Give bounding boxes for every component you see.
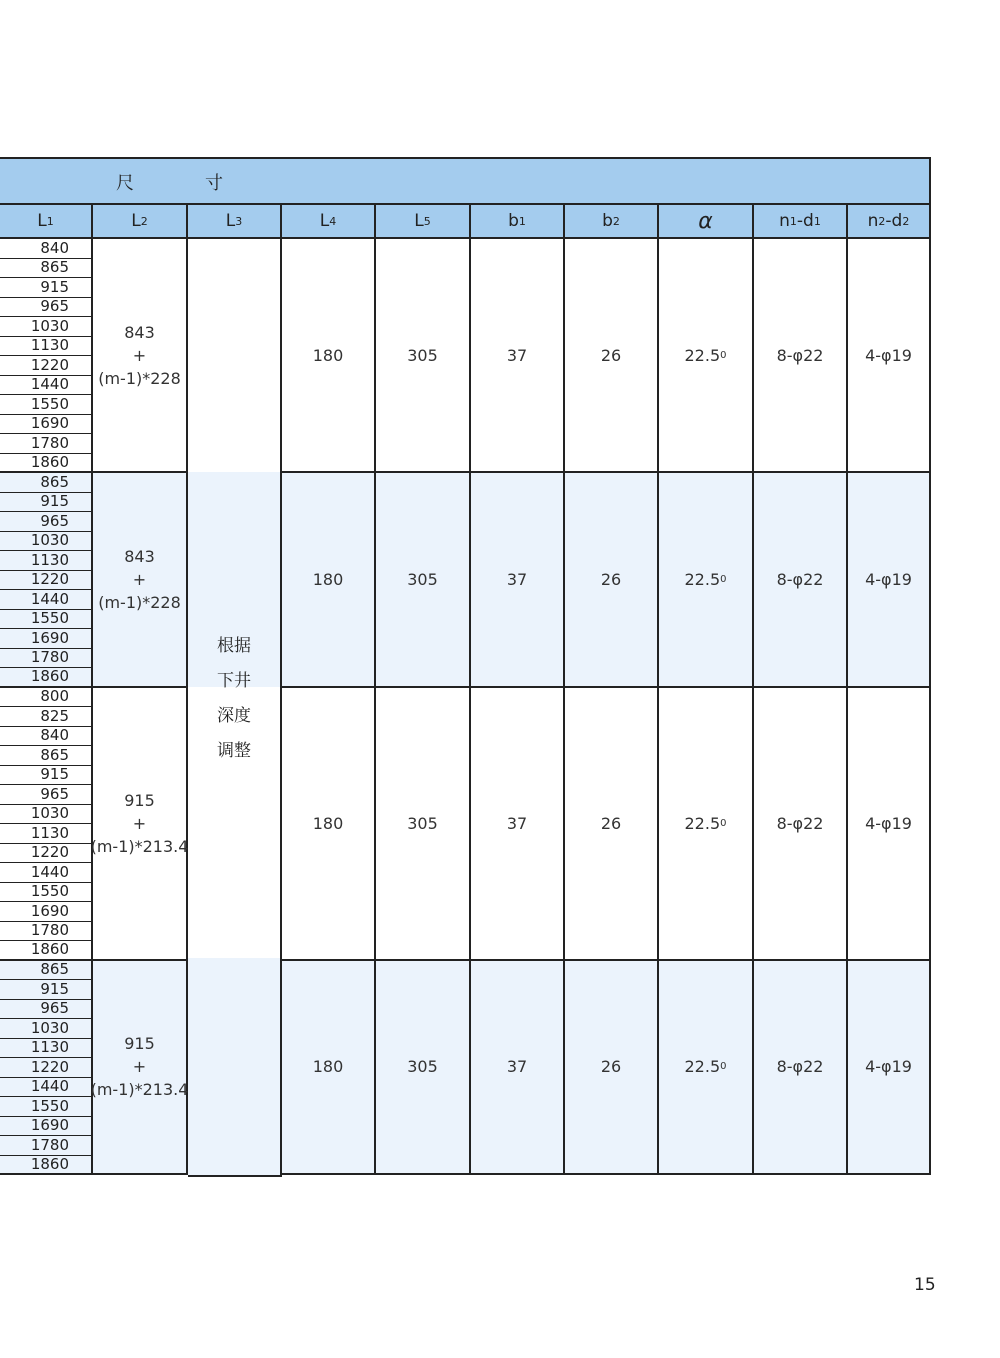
b2-value: 26 <box>600 569 622 589</box>
l1-cell: 1690 <box>0 902 93 922</box>
l1-cell: 1030 <box>0 1019 93 1039</box>
l1-cell: 1550 <box>0 610 93 630</box>
l1-cell: 1130 <box>0 824 93 844</box>
l1-cell: 915 <box>0 980 93 1000</box>
header-cell <box>376 205 471 239</box>
l2-line: + <box>132 813 147 833</box>
n2d2-cell <box>848 961 931 1176</box>
l2-line: (m-1)*213.4 <box>90 836 189 856</box>
l1-cell: 825 <box>0 707 93 727</box>
header-main: L <box>319 211 330 231</box>
alpha-degree: 0 <box>720 817 727 829</box>
header-main: α <box>698 208 713 234</box>
page-number: 15 <box>914 1275 936 1295</box>
l4-value: 180 <box>312 569 344 589</box>
header-cell <box>754 205 848 239</box>
l1-cell: 915 <box>0 766 93 786</box>
l2-line: 915 <box>124 1034 155 1054</box>
l1-cell: 840 <box>0 239 93 259</box>
l1-cell: 1780 <box>0 649 93 669</box>
l1-cell: 915 <box>0 493 93 513</box>
b2-cell <box>565 688 659 961</box>
l1-cell: 865 <box>0 259 93 279</box>
title-char-2: 寸 <box>205 173 223 194</box>
header-main: L <box>131 211 141 231</box>
l1-cell: 1550 <box>0 1097 93 1117</box>
n1d1-cell <box>754 961 848 1176</box>
n2d2-value: 4-φ19 <box>865 813 912 833</box>
b1-cell <box>471 473 565 688</box>
header-main: L <box>414 211 424 231</box>
b2-cell <box>565 961 659 1176</box>
alpha-value: 22.5 <box>684 1057 721 1077</box>
header-sub: 5 <box>423 214 431 228</box>
b1-value: 37 <box>506 569 528 589</box>
l1-cell: 965 <box>0 1000 93 1020</box>
l2-line: + <box>132 345 147 365</box>
header-cell <box>282 205 376 239</box>
alpha-cell <box>659 473 754 688</box>
alpha-cell <box>659 961 754 1176</box>
n2d2-cell <box>848 239 931 473</box>
alpha-cell <box>659 239 754 473</box>
title-char-1: 尺 <box>116 173 134 194</box>
l1-cell: 965 <box>0 298 93 318</box>
l2-line: (m-1)*228 <box>98 592 181 612</box>
l5-value: 305 <box>407 1057 438 1077</box>
l1-cell: 1440 <box>0 863 93 883</box>
l3-note <box>188 629 280 769</box>
l2-cell <box>90 688 189 961</box>
b2-cell <box>565 239 659 473</box>
n2d2-value: 4-φ19 <box>865 345 912 365</box>
l5-cell <box>376 473 471 688</box>
b1-cell <box>471 239 565 473</box>
l5-cell <box>376 239 471 473</box>
b1-value: 37 <box>506 345 528 365</box>
header-sub-2: 2 <box>902 214 910 228</box>
l2-line: + <box>132 569 147 589</box>
b1-cell <box>471 688 565 961</box>
n2d2-value: 4-φ19 <box>865 569 912 589</box>
l3-note-line: 深度 <box>217 706 251 726</box>
header-main: L <box>225 211 236 231</box>
header-main: n <box>779 211 790 231</box>
alpha-degree: 0 <box>720 349 727 361</box>
alpha-degree: 0 <box>720 1061 727 1073</box>
table-title-bar <box>0 157 931 205</box>
l1-cell: 965 <box>0 512 93 532</box>
header-cell <box>848 205 931 239</box>
l1-cell: 1550 <box>0 883 93 903</box>
alpha-value: 22.5 <box>684 345 721 365</box>
n1d1-value: 8-φ22 <box>776 569 824 589</box>
header-sub: 4 <box>329 214 337 228</box>
l1-cell: 1780 <box>0 434 93 454</box>
l1-cell: 1860 <box>0 454 93 474</box>
header-main: n <box>867 211 879 231</box>
l1-cell: 1860 <box>0 668 93 688</box>
header-sub: 2 <box>140 214 148 228</box>
l3-note-line: 调整 <box>217 741 251 761</box>
b2-value: 26 <box>600 1057 622 1077</box>
l3-merged-cell <box>188 239 282 1177</box>
header-sub: 1 <box>789 214 797 228</box>
header-sub: 2 <box>612 214 620 228</box>
l2-line: 843 <box>124 322 155 342</box>
header-cell <box>565 205 659 239</box>
l4-cell <box>282 473 376 688</box>
l1-cell: 1690 <box>0 1117 93 1137</box>
header-main-2: -d <box>796 211 814 231</box>
l3-band-highlight-2 <box>188 958 280 1175</box>
n1d1-value: 8-φ22 <box>776 1057 824 1077</box>
l1-cell: 1440 <box>0 590 93 610</box>
n2d2-cell <box>848 688 931 961</box>
header-sub: 2 <box>878 214 886 228</box>
l4-cell <box>282 688 376 961</box>
l1-cell: 915 <box>0 278 93 298</box>
alpha-degree: 0 <box>720 573 727 585</box>
l2-line: + <box>132 1057 147 1077</box>
l1-cell: 1220 <box>0 571 93 591</box>
l4-cell <box>282 239 376 473</box>
b1-value: 37 <box>506 1057 528 1077</box>
l2-line: 915 <box>124 790 155 810</box>
header-main-2: -d <box>885 211 903 231</box>
header-sub: 1 <box>46 214 54 228</box>
l1-cell: 1550 <box>0 395 93 415</box>
l1-cell: 840 <box>0 727 93 747</box>
l3-note-line: 根据 <box>217 636 251 656</box>
header-main: b <box>508 211 519 231</box>
l1-cell: 800 <box>0 688 93 708</box>
l5-cell <box>376 688 471 961</box>
b2-value: 26 <box>600 813 622 833</box>
l1-cell: 1780 <box>0 1136 93 1156</box>
header-sub: 1 <box>518 214 526 228</box>
alpha-value: 22.5 <box>684 569 721 589</box>
l2-cell <box>93 473 188 688</box>
header-cell <box>0 205 93 239</box>
header-sub: 3 <box>235 214 243 228</box>
l4-value: 180 <box>312 1057 344 1077</box>
alpha-value: 22.5 <box>684 813 721 833</box>
header-main: L <box>37 211 47 231</box>
l1-cell: 1860 <box>0 1156 93 1176</box>
header-main: b <box>602 211 613 231</box>
n2d2-cell <box>848 473 931 688</box>
n2d2-value: 4-φ19 <box>865 1057 912 1077</box>
l1-cell: 1130 <box>0 1039 93 1059</box>
b2-cell <box>565 473 659 688</box>
alpha-cell <box>659 688 754 961</box>
header-cell <box>471 205 565 239</box>
l5-value: 305 <box>407 345 438 365</box>
header-cell <box>188 205 282 239</box>
l1-cell: 965 <box>0 785 93 805</box>
l5-value: 305 <box>407 813 438 833</box>
l1-cell: 1860 <box>0 941 93 961</box>
l1-cell: 1440 <box>0 376 93 396</box>
l1-cell: 1130 <box>0 337 93 357</box>
l1-cell: 1220 <box>0 356 93 376</box>
l1-cell: 1780 <box>0 922 93 942</box>
l4-value: 180 <box>312 345 344 365</box>
l2-line: 843 <box>124 546 155 566</box>
l2-line: (m-1)*228 <box>98 368 181 388</box>
b2-value: 26 <box>600 345 622 365</box>
l4-cell <box>282 961 376 1176</box>
l1-cell: 1030 <box>0 805 93 825</box>
l1-cell: 865 <box>0 746 93 766</box>
header-sub-2: 1 <box>813 214 821 228</box>
header-cell <box>93 205 188 239</box>
l1-cell: 1220 <box>0 844 93 864</box>
b1-cell <box>471 961 565 1176</box>
l2-cell <box>93 239 188 473</box>
l1-cell: 1440 <box>0 1078 93 1098</box>
l3-note-line: 下井 <box>217 671 251 691</box>
l1-cell: 865 <box>0 473 93 493</box>
l1-cell: 1690 <box>0 629 93 649</box>
header-cell <box>659 205 754 239</box>
l1-cell: 1130 <box>0 551 93 571</box>
n1d1-cell <box>754 473 848 688</box>
n1d1-cell <box>754 688 848 961</box>
l4-value: 180 <box>312 813 344 833</box>
l1-cell: 1030 <box>0 317 93 337</box>
l1-cell: 1220 <box>0 1058 93 1078</box>
n1d1-value: 8-φ22 <box>776 813 824 833</box>
n1d1-value: 8-φ22 <box>776 345 824 365</box>
b1-value: 37 <box>506 813 528 833</box>
l1-cell: 865 <box>0 961 93 981</box>
l2-cell <box>90 961 189 1176</box>
l5-cell <box>376 961 471 1176</box>
l5-value: 305 <box>407 569 438 589</box>
l1-cell: 1030 <box>0 532 93 552</box>
l1-cell: 1690 <box>0 415 93 435</box>
n1d1-cell <box>754 239 848 473</box>
l2-line: (m-1)*213.4 <box>90 1080 189 1100</box>
